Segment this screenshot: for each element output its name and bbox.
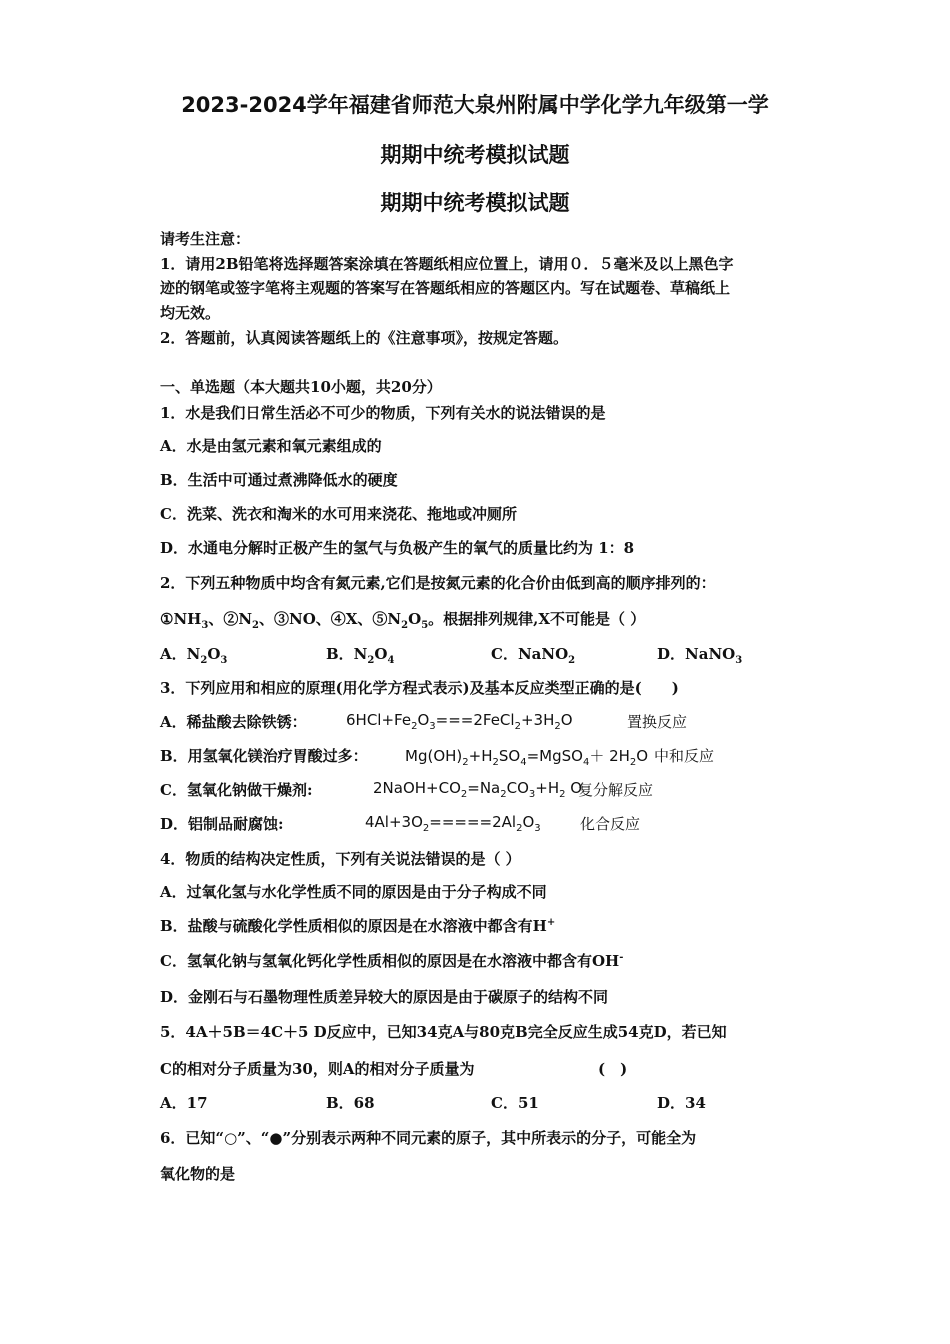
q1-option-b: B．生活中可通过煮沸降低水的硬度 <box>160 471 398 489</box>
q5-answer-paren: ( ) <box>598 1060 628 1078</box>
notice-heading: 请考生注意： <box>160 230 251 248</box>
q5-option-d: D．34 <box>657 1094 706 1112</box>
notice-item-1a: 1．请用2B铅笔将选择题答案涂填在答题纸相应位置上，请用０．５毫米及以上黑色字 <box>160 255 734 273</box>
q4-option-d: D．金刚石与石墨物理性质差异较大的原因是由于碳原子的结构不同 <box>160 988 609 1006</box>
q5-option-b: B．68 <box>326 1094 375 1112</box>
q5-stem-1: 5．4A＋5B＝4C＋5 D反应中，已知34克A与80克B完全反应生成54克D，若已知 <box>160 1023 727 1041</box>
q3-option-b-label: B．用氢氧化镁治疗胃酸过多： <box>160 747 368 765</box>
q2-option-a: A．$N_2O_3$ <box>160 645 228 666</box>
q3-option-a-type: 置换反应 <box>627 713 688 731</box>
q1-option-a: A．水是由氢元素和氧元素组成的 <box>160 437 382 455</box>
q3-option-d-equation: $4Al+3O_2=====2Al_2O_3$ <box>365 813 541 834</box>
q6-stem-1: 6．已知“○”、“●”分别表示两种不同元素的原子，其中所表示的分子，可能全为 <box>160 1129 697 1147</box>
title-line-1: 2023-2024学年福建省师范大泉州附属中学化学九年级第一学 <box>181 93 769 117</box>
q2-option-d: D．NaNO$_3$ <box>657 645 743 666</box>
q5-option-a: A．17 <box>160 1094 208 1112</box>
q3-stem: 3．下列应用和相应的原理(用化学方程式表示)及基本反应类型正确的是( ) <box>160 679 679 697</box>
q2-stem: 2．下列五种物质中均含有氮元素,它们是按氮元素的化合价由低到高的顺序排列的： <box>160 574 716 592</box>
title-line-2: 期期中统考模拟试题 <box>380 143 570 167</box>
q6-stem-2: 氧化物的是 <box>160 1165 236 1183</box>
q4-option-b: B．盐酸与硫酸化学性质相似的原因是在水溶液中都含有H+ <box>160 917 556 935</box>
q2-option-c: C．NaNO$_2$ <box>491 645 576 666</box>
q2-option-b: B．$N_2O_4$ <box>326 645 395 666</box>
notice-item-2: 2．答题前，认真阅读答题纸上的《注意事项》，按规定答题。 <box>160 329 568 347</box>
q4-option-c: C．氢氧化钠与氢氧化钙化学性质相似的原因是在水溶液中都含有OH- <box>160 952 624 970</box>
q5-stem-2: C的相对分子质量为30，则A的相对分子质量为 <box>160 1060 475 1078</box>
q5-option-c: C．51 <box>491 1094 539 1112</box>
q3-option-c-equation: $2NaOH+CO_2=Na_2CO_3+H_2$ O <box>373 779 583 800</box>
q3-option-b-equation: $Mg(OH)_2+H_2SO_4=MgSO_4+ 2H_2O$ <box>405 747 649 768</box>
q1-stem: 1．水是我们日常生活必不可少的物质，下列有关水的说法错误的是 <box>160 404 606 422</box>
q2-substances: $①NH_3$、$②N_2$、③NO、④X、$⑤N_2O_5$。根据排列规律,X不可能是（ ） <box>160 610 646 631</box>
q3-option-a-label: A．稀盐酸去除铁锈： <box>160 713 307 731</box>
notice-item-1c: 均无效。 <box>160 304 221 322</box>
q3-option-b-type: 中和反应 <box>654 747 715 765</box>
q3-option-c-type: 复分解反应 <box>578 781 654 799</box>
q3-option-d-type: 化合反应 <box>580 815 641 833</box>
q1-option-d: D．水通电分解时正极产生的氢气与负极产生的氧气的质量比约为 1：8 <box>160 539 635 557</box>
q3-option-a-equation: $6HCl+Fe_2O_3===2FeCl_2+3H_2O$ <box>346 711 573 732</box>
q1-option-c: C．洗菜、洗衣和淘米的水可用来浇花、拖地或冲厕所 <box>160 505 517 523</box>
title-line-3: 期期中统考模拟试题 <box>380 191 570 215</box>
q3-option-d-label: D．铝制品耐腐蚀: <box>160 815 284 833</box>
notice-item-1b: 迹的钢笔或签字笔将主观题的答案写在答题纸相应的答题区内。写在试题卷、草稿纸上 <box>160 279 731 297</box>
section-heading: 一、单选题（本大题共10小题，共20分） <box>160 378 442 396</box>
q4-option-a: A．过氧化氢与水化学性质不同的原因是由于分子构成不同 <box>160 883 547 901</box>
q3-option-c-label: C．氢氧化钠做干燥剂: <box>160 781 313 799</box>
q4-stem: 4．物质的结构决定性质，下列有关说法错误的是（ ） <box>160 850 521 868</box>
